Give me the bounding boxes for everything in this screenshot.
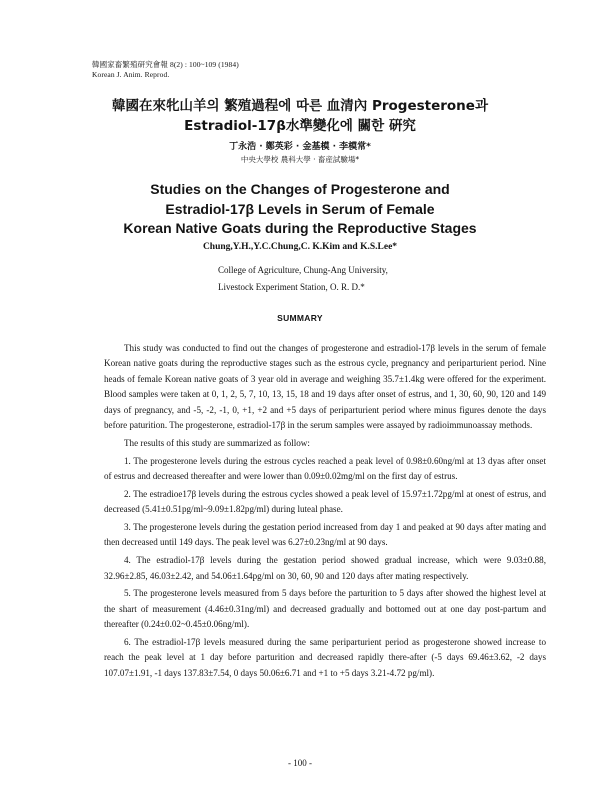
page-number: - 100 - bbox=[288, 758, 312, 768]
summary-paragraph-intro: This study was conducted to find out the changes of progesterone and estradiol-17β levels in the serum of female Korean native goats during the reproductive stages such as the estrous cycle, pregnancy and periparturient period. Nine heads of female Korean native goats of 3 year old in average and weighing 35.7±1.4kg were offered for the experiment. Blood samples were taken at 0, 1, 2, 5, 7, 10, 13, 15, 18 and 19 days after onset of estrus, and 1, 30, 60, 90, 120 and 149 days of pregnancy, and -5, -2, -1, 0, +1, +2 and +5 days of periparturient period where minus figures denote the days before paturition. The progesterone, estradiol-17β in the serum samples were assayed by radioimmunoassay methods. bbox=[104, 343, 546, 431]
journal-citation-english: Korean J. Anim. Reprod. bbox=[92, 70, 170, 79]
korean-affiliation: 中央大學校 農科大學 · 畜産試驗場* bbox=[240, 155, 360, 164]
korean-authors: 丁永浩 · 鄭英彩 · 金基模 · 李模常* bbox=[229, 142, 371, 152]
summary-result-6: 6. The estradiol-17β levels measured during the same periparturient period as progesterone showed increase to reach the peak level at 1 day before parturition and decreased rapidly there-after (-5 days 69.46±3.62, -2 days 107.07±1.91, -1 days 137.83±7.54, 0 days 50.06±6.71 and +1 to +5 days 3.21-4.72 pg/ml). bbox=[104, 637, 546, 678]
english-title bbox=[0, 180, 600, 239]
summary-heading: SUMMARY bbox=[277, 313, 323, 323]
summary-result-4: 4. The estradiol-17β levels during the gestation period showed gradual increase, which were 9.03±0.88, 32.96±2.85, 46.03±2.42, and 54.06±1.64pg/ml on 30, 60, 90 and 120 days after mating respectively. bbox=[104, 555, 546, 581]
korean-title bbox=[0, 96, 600, 136]
journal-citation-korean: 韓國家畜繁殖研究會報 8(2) : 100~109 (1984) bbox=[92, 60, 239, 69]
english-affiliation bbox=[218, 262, 388, 296]
korean-title-line-1: 韓國在來牝山羊의 繁殖過程에 따른 血清內 Progesterone과 bbox=[112, 98, 488, 114]
summary-result-5: 5. The progesterone levels measured from 5 days before the parturition to 5 days after showed the highest level at the shart of measurement (4.46±0.31ng/ml) and decreased gradually and bottomed out at one day post-partum and thereafter (0.24±0.02~0.45±0.06ng/ml). bbox=[104, 588, 546, 630]
journal-citation bbox=[92, 60, 239, 80]
affiliation-line-2: Livestock Experiment Station, O. R. D.* bbox=[218, 282, 365, 292]
summary-result-3: 3. The progesterone levels during the gestation period increased from day 1 and peaked at 90 days after mating and then decreased until 149 days. The peak level was 6.27±0.23ng/ml at 90 days. bbox=[104, 522, 546, 548]
affiliation-line-1: College of Agriculture, Chung-Ang University, bbox=[218, 265, 388, 275]
korean-title-line-2: Estradiol-17β水準變化에 關한 硏究 bbox=[184, 118, 416, 134]
summary-result-1: 1. The progesterone levels during the estrous cycles reached a peak level of 0.98±0.60ng/ml at 13 dyas after onset of estrus and decreased thereafter and were lower than 0.09±0.02mg/ml on the first day of estrus. bbox=[104, 455, 546, 482]
summary-paragraph-results-lead: The results of this study are summarized as follow: bbox=[124, 437, 310, 448]
summary-body bbox=[104, 341, 546, 684]
english-title-line-1: Studies on the Changes of Progesterone and bbox=[150, 181, 450, 197]
english-title-line-3: Korean Native Goats during the Reproductive Stages bbox=[123, 220, 477, 236]
english-authors: Chung,Y.H.,Y.C.Chung,C. K.Kim and K.S.Lee* bbox=[202, 242, 398, 252]
summary-result-2: 2. The estradioe17β levels during the estrous cycles showed a peak level of 15.97±1.72pg/ml at onest of estrus, and decreased (5.41±0.51pg/ml~9.09±1.82pg/ml) during luteal phase. bbox=[104, 488, 546, 515]
english-title-line-2: Estradiol-17β Levels in Serum of Female bbox=[165, 200, 435, 217]
